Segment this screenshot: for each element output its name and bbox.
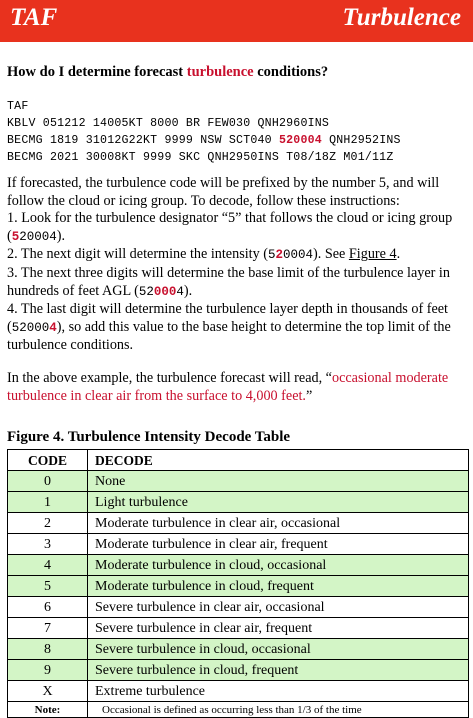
- taf-line-3-pre: BECMG 1819 31012G22KT 9999 NSW SCT040: [7, 134, 279, 147]
- instructions-intro: If forecasted, the turbulence code will be prefixed by the number 5, and will follow the cloud or icing group. To decode, follow these instructions:: [7, 175, 440, 209]
- header-code: CODE: [8, 450, 88, 471]
- code-cell: X: [8, 681, 88, 702]
- step-3: 3. The next three digits will determine the base limit of the turbulence layer in hundreds of feet AGL (520004).: [7, 264, 450, 299]
- header-decode: DECODE: [88, 450, 469, 471]
- example-highlight: occasional moderate turbulence in clear air from the surface to 4,000 feet.: [7, 370, 449, 404]
- title-banner: [0, 0, 473, 42]
- decode-cell: Severe turbulence in clear air, occasional: [88, 597, 469, 618]
- table-row: [8, 555, 469, 576]
- taf-line-4: BECMG 2021 30008KT 9999 SKC QNH2950INS T08/18Z M01/11Z: [7, 151, 394, 164]
- decode-cell: Moderate turbulence in clear air, occasional: [88, 513, 469, 534]
- question-post: conditions?: [253, 64, 329, 80]
- table-row: [8, 597, 469, 618]
- table-header-row: [8, 450, 469, 471]
- section-question: [7, 64, 328, 81]
- code-cell: 4: [8, 555, 88, 576]
- taf-line-3-post: QNH2952INS: [321, 134, 401, 147]
- table-row: [8, 576, 469, 597]
- step-4: 4. The last digit will determine the turbulence layer depth in thousands of feet (520004), so add this value to the base height to determine the top limit of the turbulence conditions.: [7, 301, 451, 354]
- table-row: [8, 492, 469, 513]
- code-cell: 9: [8, 660, 88, 681]
- decode-cell: Moderate turbulence in cloud, occasional: [88, 555, 469, 576]
- taf-example-block: [7, 98, 401, 166]
- table-row: [8, 513, 469, 534]
- code-cell: 6: [8, 597, 88, 618]
- code-cell: 2: [8, 513, 88, 534]
- table-note-row: [8, 702, 469, 718]
- decode-cell: Severe turbulence in cloud, occasional: [88, 639, 469, 660]
- code-cell: 0: [8, 471, 88, 492]
- taf-line-2: KBLV 051212 14005KT 8000 BR FEW030 QNH2960INS: [7, 117, 330, 130]
- banner-right-title: Turbulence: [342, 4, 461, 31]
- decode-cell: Light turbulence: [88, 492, 469, 513]
- table-row: [8, 639, 469, 660]
- decode-table: [7, 449, 469, 718]
- decode-cell: Extreme turbulence: [88, 681, 469, 702]
- taf-turbulence-group: 520004: [278, 134, 322, 147]
- table-row: [8, 618, 469, 639]
- decode-cell: Moderate turbulence in clear air, frequent: [88, 534, 469, 555]
- code-cell: 5: [8, 576, 88, 597]
- code-cell: 8: [8, 639, 88, 660]
- code-cell: 7: [8, 618, 88, 639]
- decode-cell: Moderate turbulence in cloud, frequent: [88, 576, 469, 597]
- banner-left-title: TAF: [10, 4, 58, 31]
- taf-line-1: TAF: [7, 100, 29, 113]
- question-highlight: turbulence: [186, 64, 254, 80]
- table-row: [8, 534, 469, 555]
- example-result: In the above example, the turbulence forecast will read, “occasional moderate turbulence in clear air from the surface to 4,000 feet.”: [7, 370, 449, 404]
- step-2: 2. The next digit will determine the intensity (520004). See Figure 4.: [7, 246, 401, 263]
- table-row: [8, 660, 469, 681]
- note-label: Note:: [8, 702, 88, 718]
- figure-4-link[interactable]: Figure 4: [348, 246, 397, 263]
- decode-cell: Severe turbulence in cloud, frequent: [88, 660, 469, 681]
- note-text: Occasional is defined as occurring less than 1/3 of the time: [88, 702, 469, 718]
- table-row: [8, 471, 469, 492]
- step-1: 1. Look for the turbulence designator “5” that follows the cloud or icing group (520004).: [7, 210, 453, 244]
- decode-cell: None: [88, 471, 469, 492]
- question-pre: How do I determine forecast: [7, 64, 187, 80]
- figure-caption: Figure 4. Turbulence Intensity Decode Table: [7, 429, 291, 445]
- decode-cell: Severe turbulence in clear air, frequent: [88, 618, 469, 639]
- code-cell: 1: [8, 492, 88, 513]
- decode-instructions: [7, 175, 469, 355]
- table-row: [8, 681, 469, 702]
- code-cell: 3: [8, 534, 88, 555]
